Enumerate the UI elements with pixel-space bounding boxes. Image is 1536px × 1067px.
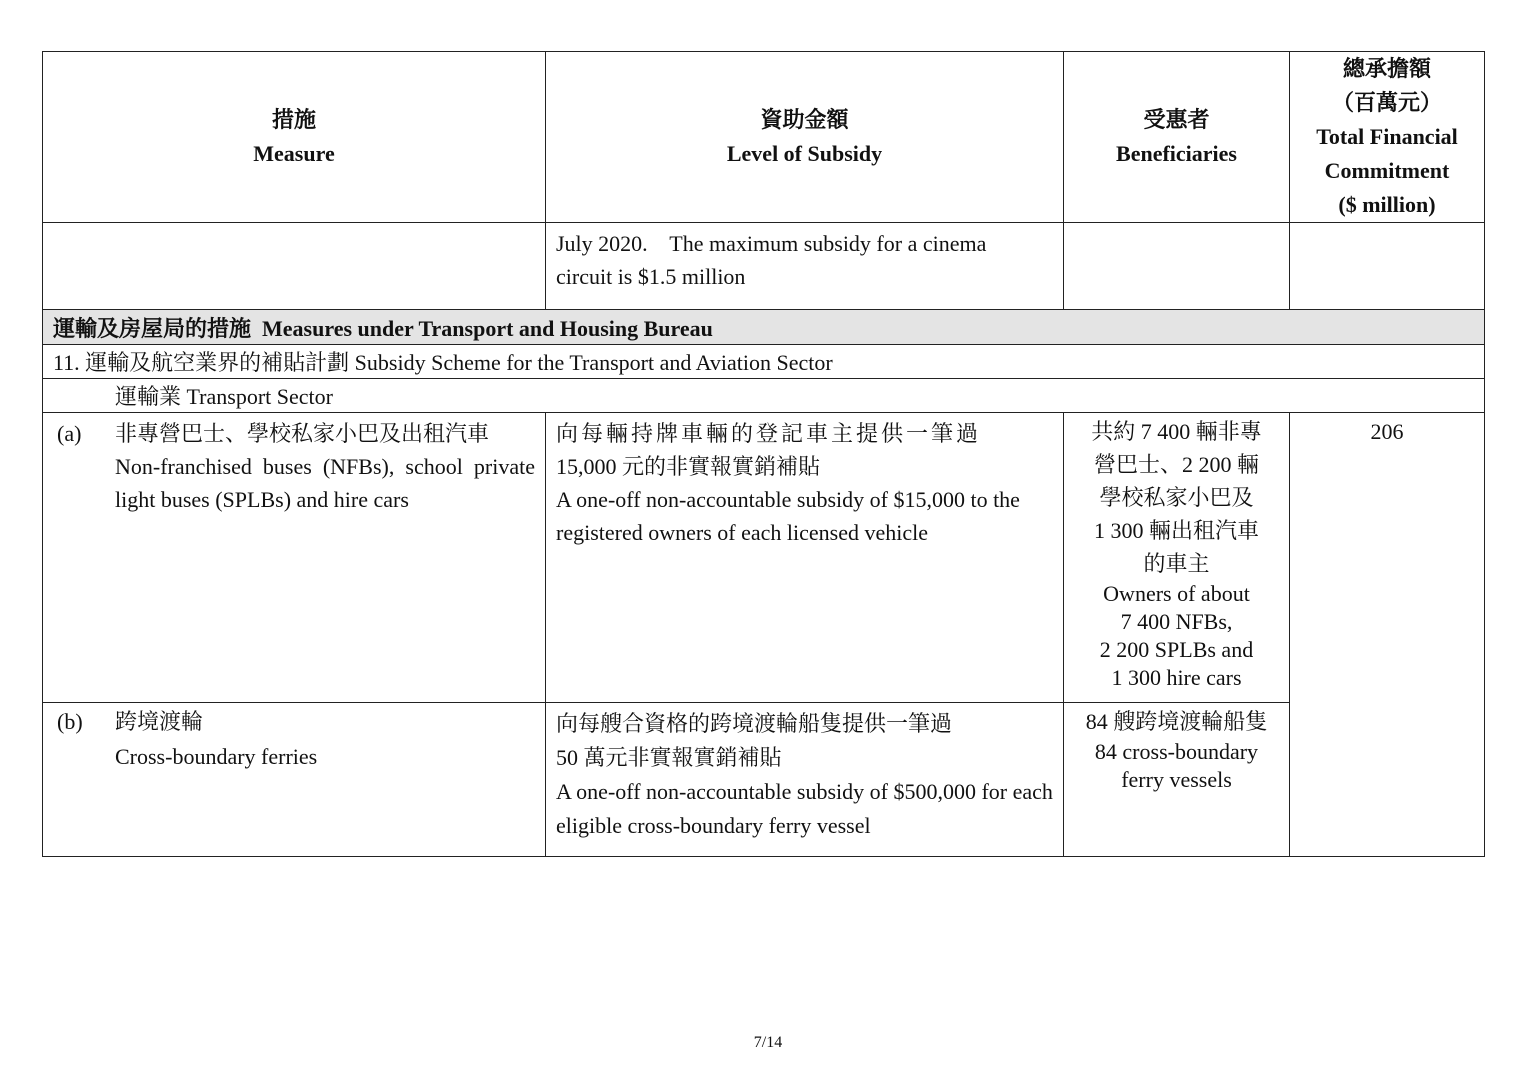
item-a-subsidy-zh-2: 15,000 元的非實報實銷補貼 [556, 454, 821, 479]
item-b-measure-cell [43, 703, 546, 857]
header-total-en-1: Total Financial [1316, 124, 1458, 149]
item-b-row [43, 703, 1485, 857]
item-b-benef-zh-1: 84 艘跨境渡輪船隻 [1085, 709, 1268, 734]
section-heading [43, 310, 1485, 345]
item-a-benef-en-3: 2 200 SPLBs and [1099, 637, 1254, 662]
header-total-zh-1: 總承擔額 [1342, 56, 1431, 81]
item-a-benef-zh-1: 共約 7 400 輛非專 [1091, 419, 1262, 444]
item-b-benef-en-1: 84 cross-boundary [1094, 739, 1259, 764]
item-a-benef-cell [1064, 413, 1290, 703]
continuation-benef-cell [1064, 223, 1290, 310]
item-a-benef-zh-3: 學校私家小巴及 [1099, 485, 1254, 510]
item-b-benef-cell [1064, 703, 1290, 857]
header-beneficiaries [1064, 52, 1290, 223]
item-b-subsidy-en: A one-off non-accountable subsidy of $500,000 for each eligible cross-boundary ferry vessel [556, 779, 1053, 838]
item-b-measure-en: Cross-boundary ferries [115, 744, 318, 769]
total-commitment-cell [1290, 413, 1485, 857]
continuation-line-2: circuit is $1.5 million [556, 264, 746, 289]
scheme-row [43, 345, 1485, 379]
continuation-total-cell [1290, 223, 1485, 310]
header-total-en-3: ($ million) [1338, 192, 1436, 217]
item-a-benef-zh-2: 營巴士、2 200 輛 [1093, 452, 1259, 477]
item-a-measure-cell [43, 413, 546, 703]
item-a-row [43, 413, 1485, 703]
section-row [43, 310, 1485, 345]
item-a-measure-zh: 非專營巴士、學校私家小巴及出租汽車 [115, 421, 490, 446]
header-total-zh-2: （百萬元） [1331, 90, 1442, 115]
header-benef-zh: 受惠者 [1143, 107, 1210, 132]
header-measure [43, 52, 546, 223]
item-a-subsidy-cell [546, 413, 1064, 703]
sector-row [43, 379, 1485, 413]
item-b-subsidy-zh-2: 50 萬元非實報實銷補貼 [556, 745, 782, 770]
item-a-subsidy-zh-1: 向每輛持牌車輛的登記車主提供一筆過 [556, 421, 982, 446]
item-a-benef-zh-4: 1 300 輛出租汽車 [1093, 518, 1259, 543]
item-a-measure-en: Non-franchised buses (NFBs), school private light buses (SPLBs) and hire cars [115, 454, 535, 512]
header-benef-en: Beneficiaries [1116, 141, 1237, 166]
subsidy-table [42, 51, 1485, 857]
section-heading-zh: 運輸及房屋局的措施 [53, 315, 252, 341]
continuation-line-1: July 2020. The maximum subsidy for a cinema [556, 231, 987, 256]
page-number: 7/14 [753, 1034, 783, 1051]
table-header-row [43, 52, 1485, 223]
item-a-benef-en-1: Owners of about [1103, 581, 1250, 606]
header-total [1290, 52, 1485, 223]
header-subsidy [546, 52, 1064, 223]
header-measure-en: Measure [253, 141, 335, 166]
header-total-en-2: Commitment [1324, 158, 1450, 183]
item-b-label: (b) [57, 709, 83, 734]
header-subsidy-en: Level of Subsidy [726, 141, 883, 166]
item-b-subsidy-cell [546, 703, 1064, 857]
item-a-subsidy-en: A one-off non-accountable subsidy of $15,000 to the registered owners of each licensed vehicle [556, 487, 1020, 545]
continuation-row [43, 223, 1485, 310]
section-heading-en: Measures under Transport and Housing Bureau [262, 315, 713, 341]
header-subsidy-zh: 資助金額 [760, 107, 849, 132]
sector-title: 運輸業 Transport Sector [43, 379, 1485, 413]
item-b-benef-en-2: ferry vessels [1121, 767, 1232, 792]
item-a-benef-en-4: 1 300 hire cars [1111, 665, 1242, 690]
continuation-subsidy-cell [546, 223, 1064, 310]
continuation-measure-cell [43, 223, 546, 310]
total-commitment-value: 206 [1370, 419, 1404, 444]
item-b-measure-zh: 跨境渡輪 [115, 709, 204, 734]
item-a-benef-en-2: 7 400 NFBs, [1120, 609, 1233, 634]
item-a-label: (a) [57, 421, 82, 446]
scheme-title: 11. 運輸及航空業界的補貼計劃 Subsidy Scheme for the Transport and Aviation Sector [43, 345, 1485, 379]
item-a-benef-zh-5: 的車主 [1143, 551, 1210, 576]
item-b-subsidy-zh-1: 向每艘合資格的跨境渡輪船隻提供一筆過 [556, 711, 953, 736]
header-measure-zh: 措施 [271, 107, 316, 132]
